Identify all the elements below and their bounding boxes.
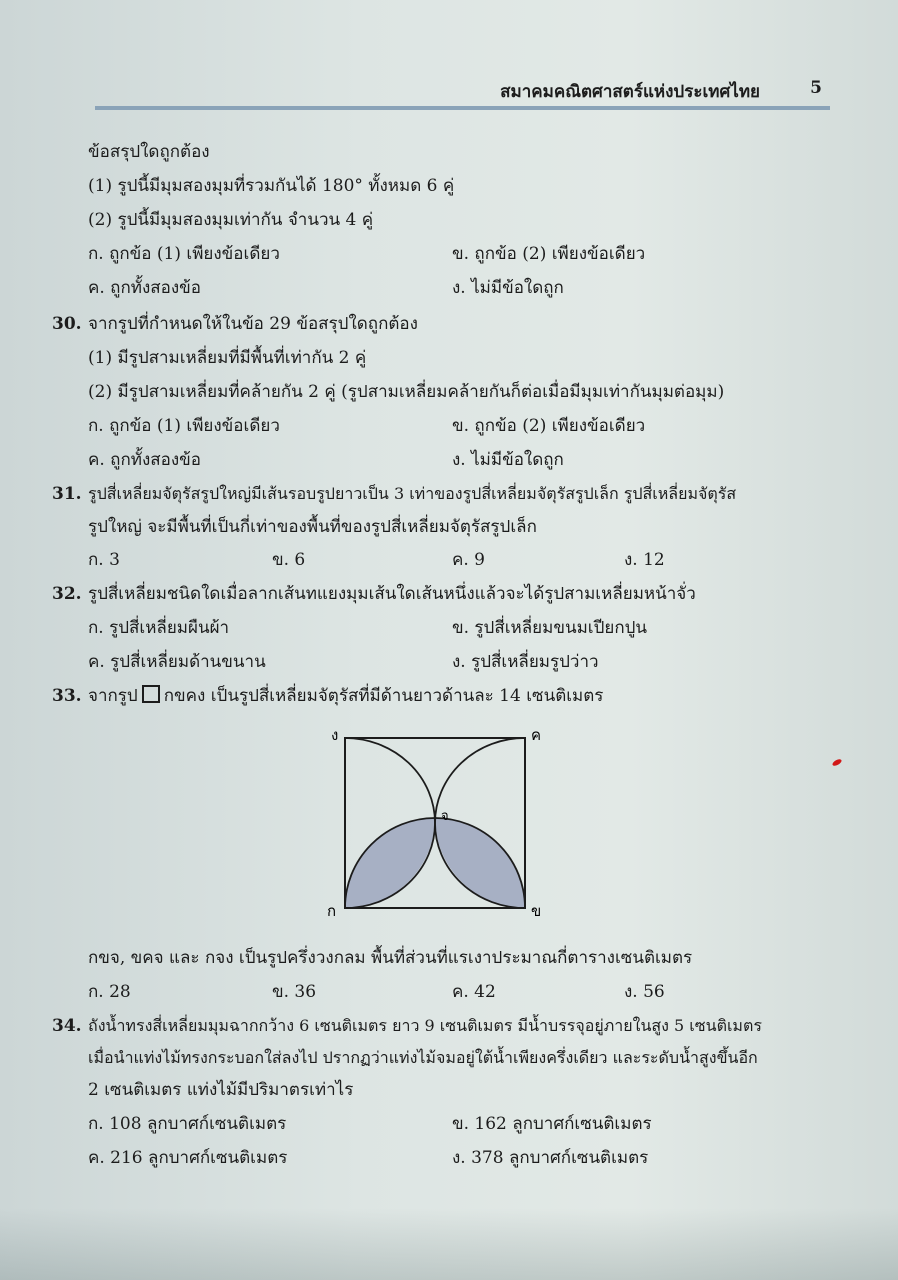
q30-choice-c: ค. ถูกทั้งสองข้อ <box>88 450 201 470</box>
q29-choice-a: ก. ถูกข้อ (1) เพียงข้อเดียว <box>88 244 280 264</box>
q33-choice-a: ก. 28 <box>88 982 131 1002</box>
q32-choice-d: ง. รูปสี่เหลี่ยมรูปว่าว <box>452 652 599 672</box>
q29-statement-1: (1) รูปนี้มีมุมสองมุมที่รวมกันได้ 180° ทั้งหมด 6 คู่ <box>88 176 455 196</box>
q34-number: 34. <box>52 1016 82 1036</box>
q33-choice-b: ข. 36 <box>272 982 317 1002</box>
q32-choice-c: ค. รูปสี่เหลี่ยมด้านขนาน <box>88 652 266 672</box>
q29-statement-2: (2) รูปนี้มีมุมสองมุมเท่ากัน จำนวน 4 คู่ <box>88 210 374 230</box>
q31-line-1: รูปสี่เหลี่ยมจัตุรัสรูปใหญ่มีเส้นรอบรูปยาวเป็น 3 เท่าของรูปสี่เหลี่ยมจัตุรัสรูปเล็ก รูปสี่เหลี่ยมจัตุรัส <box>88 484 737 503</box>
q33-number: 33. <box>52 686 82 706</box>
page-number: 5 <box>810 78 822 98</box>
q32-prompt: รูปสี่เหลี่ยมชนิดใดเมื่อลากเส้นทแยงมุมเส้นใดเส้นหนึ่งแล้วจะได้รูปสามเหลี่ยมหน้าจั่ว <box>88 584 696 604</box>
q29-prompt: ข้อสรุปใดถูกต้อง <box>88 142 210 162</box>
q30-statement-2: (2) มีรูปสามเหลี่ยมที่คล้ายกัน 2 คู่ (รูปสามเหลี่ยมคล้ายกันก็ต่อเมื่อมีมุมเท่ากันมุมต่อมุม) <box>88 382 725 402</box>
q33-label-center: จ <box>441 809 449 824</box>
q34-line-1: ถังน้ำทรงสี่เหลี่ยมมุมฉากกว้าง 6 เซนติเมตร ยาว 9 เซนติเมตร มีน้ำบรรจุอยู่ภายในสูง 5 เซนติเมตร <box>88 1016 762 1035</box>
q29-choice-b: ข. ถูกข้อ (2) เพียงข้อเดียว <box>452 244 646 264</box>
q30-choice-d: ง. ไม่มีข้อใดถูก <box>452 450 564 470</box>
red-ink-mark <box>831 758 842 767</box>
q34-line-3: 2 เซนติเมตร แท่งไม้มีปริมาตรเท่าไร <box>88 1080 354 1100</box>
q31-line-2: รูปใหญ่ จะมีพื้นที่เป็นกี่เท่าของพื้นที่ของรูปสี่เหลี่ยมจัตุรัสรูปเล็ก <box>88 517 537 537</box>
q30-number: 30. <box>52 314 82 334</box>
q32-choice-b: ข. รูปสี่เหลี่ยมขนมเปียกปูน <box>452 618 648 638</box>
header-title: สมาคมคณิตศาสตร์แห่งประเทศไทย <box>500 82 760 102</box>
q33-diagram <box>325 722 555 922</box>
square-icon <box>142 685 160 703</box>
q30-choice-a: ก. ถูกข้อ (1) เพียงข้อเดียว <box>88 416 280 436</box>
q33-caption: กขจ, ขคจ และ กจง เป็นรูปครึ่งวงกลม พื้นที่ส่วนที่แรเงาประมาณกี่ตารางเซนติเมตร <box>88 948 693 968</box>
q34-choice-d: ง. 378 ลูกบาศก์เซนติเมตร <box>452 1148 649 1168</box>
q34-choice-c: ค. 216 ลูกบาศก์เซนติเมตร <box>88 1148 288 1168</box>
q33-label-top-right: ค <box>531 726 542 744</box>
q32-number: 32. <box>52 584 82 604</box>
q33-prompt-pre: จากรูป <box>88 686 138 706</box>
q33-prompt <box>88 684 603 708</box>
q33-choice-c: ค. 42 <box>452 982 496 1002</box>
q34-line-2: เมื่อนำแท่งไม้ทรงกระบอกใส่ลงไป ปรากฏว่าแท่งไม้จมอยู่ใต้น้ำเพียงครึ่งเดียว และระดับน้ำสูงขึ้นอีก <box>88 1048 758 1067</box>
q30-choice-b: ข. ถูกข้อ (2) เพียงข้อเดียว <box>452 416 646 436</box>
q34-choice-b: ข. 162 ลูกบาศก์เซนติเมตร <box>452 1114 652 1134</box>
q29-choice-d: ง. ไม่มีข้อใดถูก <box>452 278 564 298</box>
q32-choice-a: ก. รูปสี่เหลี่ยมผืนผ้า <box>88 618 230 638</box>
q33-prompt-post: กขคง เป็นรูปสี่เหลี่ยมจัตุรัสที่มีด้านยาวด้านละ 14 เซนติเมตร <box>163 686 604 706</box>
q30-statement-1: (1) มีรูปสามเหลี่ยมที่มีพื้นที่เท่ากัน 2 คู่ <box>88 348 367 368</box>
q30-prompt: จากรูปที่กำหนดให้ในข้อ 29 ข้อสรุปใดถูกต้อง <box>88 314 418 334</box>
q34-choice-a: ก. 108 ลูกบาศก์เซนติเมตร <box>88 1114 287 1134</box>
q33-choice-d: ง. 56 <box>624 982 665 1002</box>
q31-choice-c: ค. 9 <box>452 550 485 570</box>
q31-choice-a: ก. 3 <box>88 550 120 570</box>
q33-label-bottom-right: ข <box>531 902 542 920</box>
q33-label-bottom-left: ก <box>327 902 337 920</box>
q29-choice-c: ค. ถูกทั้งสองข้อ <box>88 278 201 298</box>
q33-label-top-left: ง <box>331 726 339 744</box>
q31-choice-b: ข. 6 <box>272 550 306 570</box>
page-bottom-shadow <box>0 1208 898 1280</box>
q31-number: 31. <box>52 484 82 504</box>
page-header <box>95 74 830 110</box>
q31-choice-d: ง. 12 <box>624 550 665 570</box>
